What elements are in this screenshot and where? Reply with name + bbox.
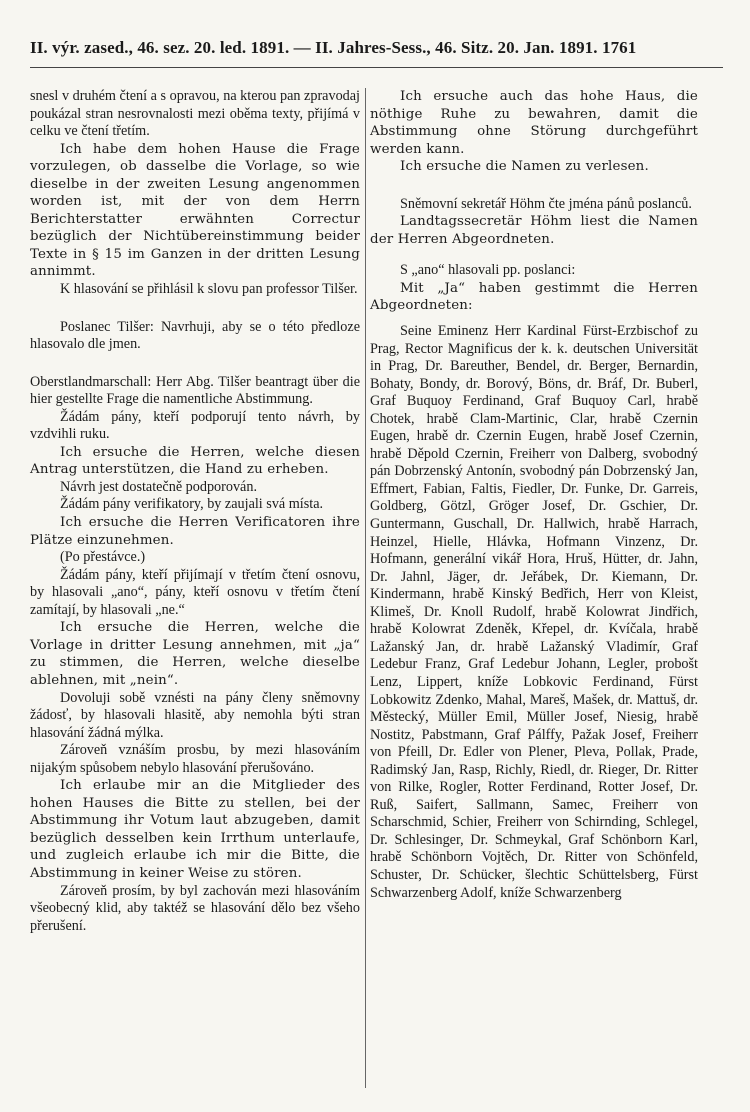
paragraph: Ich ersuche die Namen zu verlesen. [400, 159, 649, 175]
paragraph: snesl v druhém čtení a s opravou, na kterou pan zpravodaj poukázal stran nesrovnalosti mezi oběma texty, přijímá v celku ve čtení třetím. [30, 88, 360, 140]
paragraph: Ich ersuche die Herren Verificatoren ihre Plätze einzunehmen. [30, 515, 360, 548]
speaker-paragraph: Oberstlandmarschall: Herr Abg. Tilšer beantragt über die hier gestellte Frage die namentliche Abstimmung. [30, 373, 360, 408]
paragraph: Ich erlaube mir an die Mitglieder des hohen Hauses die Bitte zu stellen, bei der Abstimmung ihr Votum laut abzugeben, damit bezüglich desselben kein Irrthum unterlaufe, und zugleich erlaube ich mir die Bitte, die Abstimmung in keiner Weise zu stören. [30, 778, 360, 881]
header-rule [30, 67, 723, 68]
page-header: II. výr. zased., 46. sez. 20. led. 1891. — II. Jahres-Sess., 46. Sitz. 20. Jan. 1891. 1761 [30, 38, 637, 57]
paragraph: Ich habe dem hohen Hause die Frage vorzulegen, ob dasselbe die Vorlage, so wie dieselbe in der zweiten Lesung angenommen worden ist, mit der von dem Herrn Berichterstatter erwähnten Correctur bezüglich der Nichtübereinstimmung beider Texte in § 15 im Ganzen in der dritten Lesung annimmt. [30, 141, 360, 280]
paragraph: Mit „Ja“ haben gestimmt die Herren Abgeordneten: [370, 280, 698, 314]
paragraph: Dovoluji sobě vznésti na pány členy sněmovny žádosť, by hlasovali hlasitě, aby nemohla býti stran hlasování žádná mýlka. [30, 689, 360, 741]
left-column [30, 88, 360, 935]
paragraph: Ich ersuche die Herren, welche diesen Antrag unterstützen, die Hand zu erheben. [30, 444, 360, 478]
paragraph: Ich ersuche die Herren, welche die Vorlage in dritter Lesung annehmen, mit „ja“ zu stimmen, die Herren, welche dieselbe ablehnen, mit „nein“. [30, 620, 360, 688]
paragraph: Zároveň prosím, by byl zachován mezi hlasováním všeobecný klid, aby taktéž se hlasování dělo bez všeho přerušení. [30, 882, 360, 934]
paragraph: Žádám pány verifikatory, by zaujali svá místa. [60, 496, 324, 513]
speaker-paragraph: Poslanec Tilšer: Navrhuji, aby se o této předloze hlasovalo dle jmen. [30, 318, 360, 353]
paragraph: Ich ersuche auch das hohe Haus, die nöthige Ruhe zu bewahren, damit die Abstimmung ohne Störung durchgeführt werden kann. [370, 89, 698, 157]
paragraph: (Po přestávce.) [60, 549, 146, 566]
paragraph: S „ano“ hlasovali pp. poslanci: [400, 262, 576, 279]
name-list: Seine Eminenz Herr Kardinal Fürst-Erzbischof zu Prag, Rector Magnificus der k. k. deutschen Universität in Prag, Dr. Bareuther, Bendel, dr. Berger, Bernardin, Bohaty, Bondy, dr. Borový, Böns, dr. Bráf, Dr. Buberl, Graf Buquoy Ferdinand, Graf Buquoy Carl, hrabě Chotek, hrabě Clam-Martinic, Clar, hrabě Czernin Eugen, hrabě dr. Czernin Eugen, hrabě Josef Czernin, hrabě Děpold Czernin, Freiherr von Dalberg, svobodný pán Dobrzenský Antonín, svobodný pán Dobrzenský Jan, Effmert, Fabian, Faltis, Fiedler, Dr. Funke, Dr. Garreis, Goldberg, Götzl, Gröger Josef, Dr. Gschier, Dr. Guntermann, Guschall, Dr. Hallwich, hrabě Harrach, Heinzel, Hielle, Hlávka, Hofmann Vinzenz, Dr. Hofmann, generální vikář Hora, Hruš, Hütter, dr. Jahn, Dr. Jahnl, Jäger, dr. Jeřábek, Dr. Kiemann, Dr. Kindermann, hrabě Kinský Bedřich, Herr von Kleist, Klimeš, Dr. Knoll Rudolf, hrabě Kolowrat Jindřich, hrabě Kolowrat Zdeněk, Křepel, dr. Kvíčala, hrabě Lažanský Jan, dr. hrabě Lažanský Vladimír, Graf Ledebur Franz, Graf Ledebur Johann, Legler, probošt Lenz, Lippert, kníže Lobkovic Ferdinand, Fürst Lobkowitz Zdenko, Mahal, Mareš, Mašek, dr. Mattuš, dr. Městecký, Müller Emil, Müller Josef, Niesig, hrabě Nostitz, Pabstmann, Graf Pálffy, Pažak Josef, Freiherr von Pfeill, Dr. Edler von Plener, Pleva, Pollak, Prade, Radimský Jan, Rasp, Richly, Riedl, dr. Rieger, Dr. Ritter von Rilke, Rogler, Rotter Ferdinand, Rotter Josef, Dr. Ruß, Saifert, Sallmann, Samec, Freiherr von Scharschmid, Schier, Freiherr von Schirnding, Schlegel, Dr. Schlesinger, Dr. Schmeykal, Graf Schönborn Karl, hrabě Schönborn Vojtěch, Dr. Ritter von Schönfeld, Schuster, Dr. Schücker, šlechtic Schüttelsberg, Fürst Schwarzenberg Adolf, kníže Schwarzenberg [370, 323, 698, 901]
paragraph: Sněmovní sekretář Höhm čte jména pánů poslanců. [400, 195, 692, 212]
right-column [370, 88, 698, 902]
paragraph: Návrh jest dostatečně podporován. [60, 478, 257, 495]
column-divider [365, 88, 366, 1088]
paragraph: Landtagssecretär Höhm liest die Namen der Herren Abgeordneten. [370, 214, 698, 247]
paragraph: Žádám pány, kteří podporují tento návrh, by vzdvihli ruku. [30, 408, 360, 443]
paragraph: Zároveň vznáším prosbu, by mezi hlasováním nijakým spůsobem nebylo hlasování přerušováno. [30, 742, 360, 776]
paragraph: K hlasování se přihlásil k slovu pan professor Tilšer. [60, 281, 358, 298]
paragraph: Žádám pány, kteří přijímají v třetím čtení osnovu, by hlasovali „ano“, pány, kteří osnovu v třetím čtení zamítají, by hlasovali „ne.“ [30, 566, 360, 618]
